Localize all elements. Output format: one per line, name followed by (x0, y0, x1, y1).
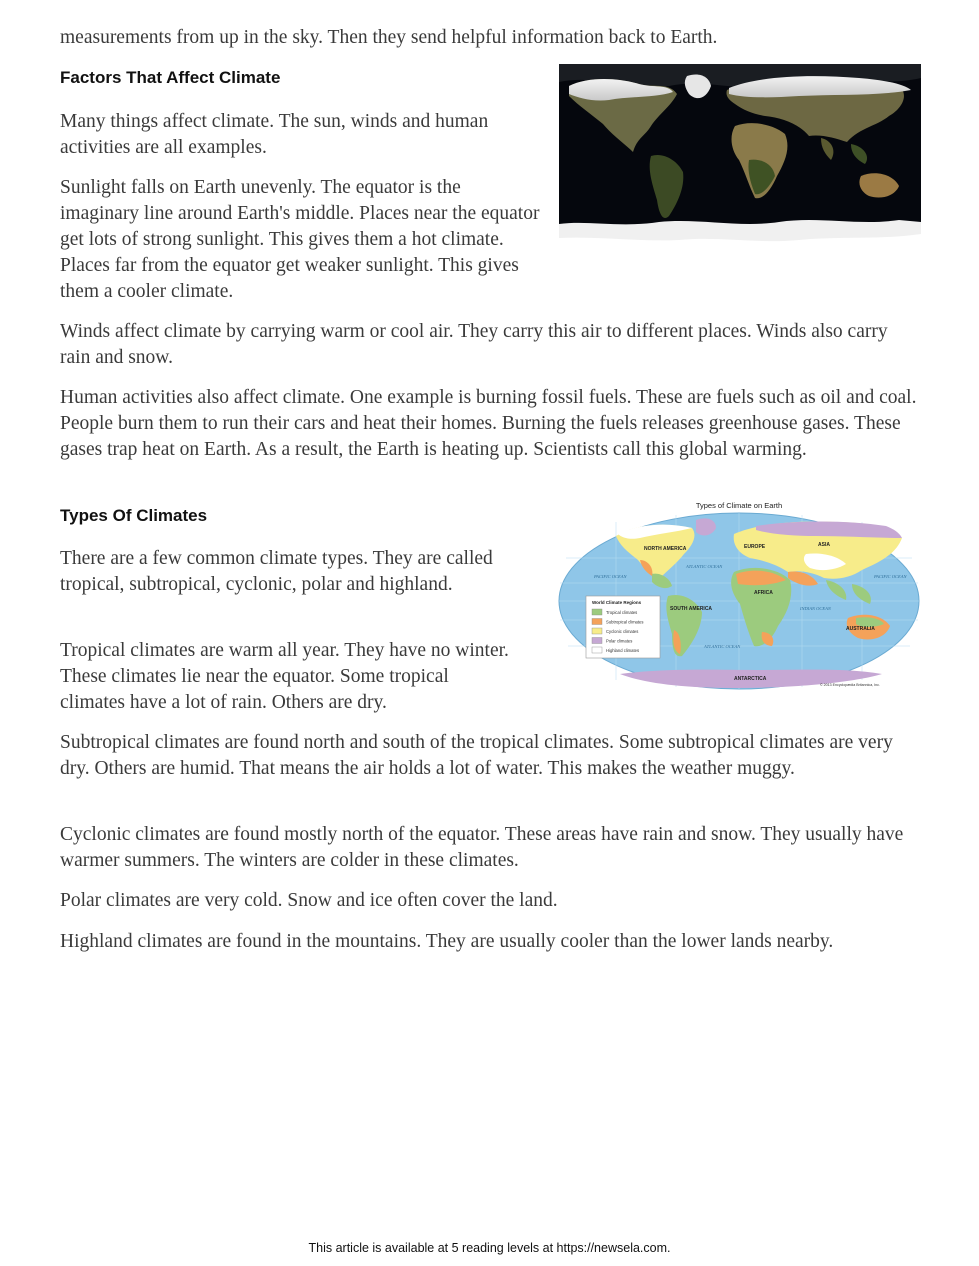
section-heading-types: Types Of Climates (60, 506, 208, 525)
legend-swatch (592, 638, 602, 644)
paragraph: There are a few common climate types. They are called tropical, subtropical, cyclonic, polar and highland. (60, 548, 493, 595)
section-heading-factors: Factors That Affect Climate (60, 68, 281, 87)
intro-paragraph: measurements from up in the sky. Then they send helpful information back to Earth. (60, 27, 718, 48)
paragraph: Subtropical climates are found north and south of the tropical climates. Some subtropical climates are very dry. Others are humid. That means the air holds a lot of water. This makes the weather muggy. (60, 732, 893, 779)
label-south-america: SOUTH AMERICA (670, 606, 713, 612)
label-europe: EUROPE (744, 544, 766, 550)
legend-swatch (592, 619, 602, 625)
label-africa: AFRICA (754, 590, 773, 596)
map-legend (586, 596, 660, 658)
legend-label: Highland climates (606, 648, 640, 653)
label-pacific-west: PACIFIC OCEAN (594, 574, 627, 579)
legend-label: Tropical climates (606, 610, 638, 615)
label-atlantic: ATLANTIC OCEAN (686, 564, 723, 569)
earth-satellite-image (559, 64, 921, 244)
label-pacific-east: PACIFIC OCEAN (874, 574, 907, 579)
paragraph: Many things affect climate. The sun, winds and human activities are all examples. (60, 111, 489, 158)
label-asia: ASIA (818, 542, 830, 548)
paragraph: Sunlight falls on Earth unevenly. The equator is the imaginary line around Earth's middle. Places near the equator get lots of strong sunlight. This gives them a hot climate. Places far from the equator get weaker sunlight. This gives them a cooler climate. (60, 177, 540, 302)
label-north-america: NORTH AMERICA (644, 546, 687, 552)
paragraph: Highland climates are found in the mountains. They are usually cooler than the lower lands nearby. (60, 931, 834, 952)
legend-label: Polar climates (606, 638, 633, 644)
map-copyright: © 2013 Encyclopædia Britannica, Inc. (820, 683, 880, 687)
map-title: Types of Climate on Earth (695, 501, 783, 510)
legend-label: Cyclonic climates (606, 629, 639, 634)
legend-label: Subtropical climates (606, 619, 644, 625)
paragraph: Cyclonic climates are found mostly north of the equator. These areas have rain and snow. They usually have warmer summers. The winters are colder in these climates. (60, 824, 904, 871)
label-atlantic-south: ATLANTIC OCEAN (704, 644, 741, 649)
legend-swatch (592, 647, 602, 653)
label-antarctica: ANTARCTICA (734, 676, 767, 682)
label-indian: INDIAN OCEAN (800, 606, 831, 611)
footer-note: This article is available at 5 reading levels at https://newsela.com. (308, 1241, 671, 1255)
paragraph: Winds affect climate by carrying warm or cool air. They carry this air to different places. Winds also carry rain and snow. (60, 321, 888, 368)
paragraph: Tropical climates are warm all year. They have no winter. These climates lie near the equator. Some tropical climates have a lot of rain. Others are dry. (60, 640, 509, 713)
climate-map-figure (556, 498, 922, 690)
legend-swatch (592, 609, 602, 615)
legend-swatch (592, 628, 602, 634)
legend-title: World Climate Regions (592, 600, 642, 605)
paragraph: Human activities also affect climate. One example is burning fossil fuels. These are fuels such as oil and coal. People burn them to run their cars and heat their homes. Burning the fuels releases greenhouse gases. These gases trap heat on Earth. As a result, the Earth is heating up. Scientists call this global warming. (60, 387, 917, 460)
label-australia: AUSTRALIA (846, 626, 875, 632)
paragraph: Polar climates are very cold. Snow and ice often cover the land. (60, 890, 558, 911)
